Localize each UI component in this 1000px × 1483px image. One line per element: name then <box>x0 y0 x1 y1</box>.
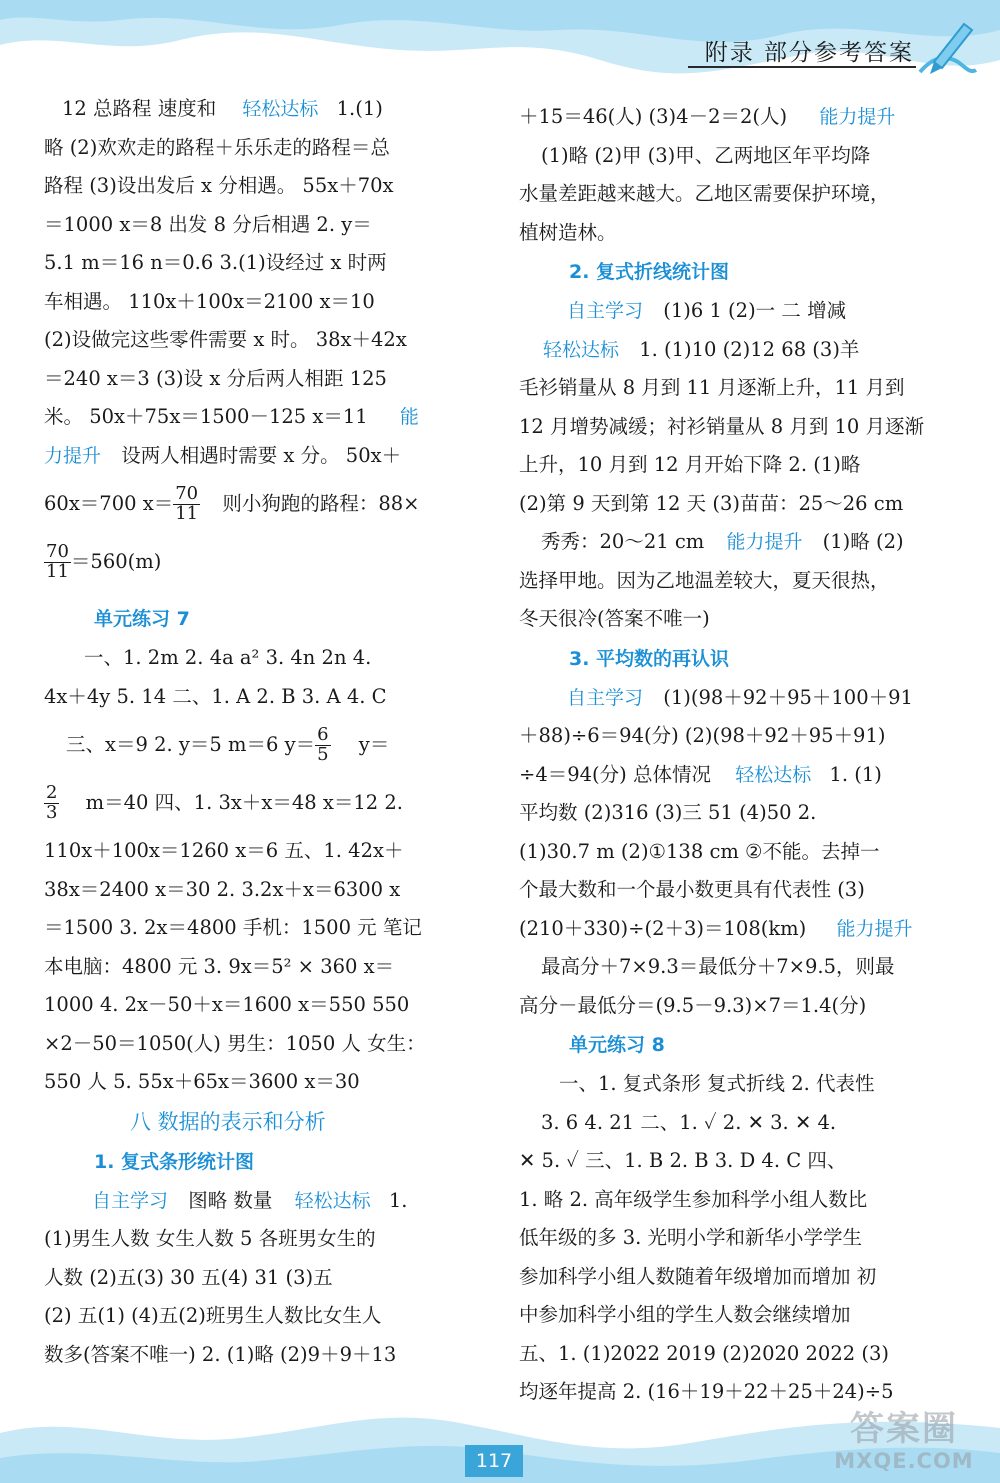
text-line <box>44 533 470 591</box>
text-line <box>519 292 945 331</box>
text-line: 略 (2)欢欢走的路程＋乐乐走的路程＝总 <box>44 135 390 159</box>
text-span: (1)6 1 (2)一 二 增减 <box>663 299 847 322</box>
text-span: (210＋330)÷(2＋3)＝108(km) <box>519 916 807 940</box>
text-line <box>44 1182 470 1221</box>
keyword-label: 轻松达标 <box>242 98 319 120</box>
text-line <box>519 910 945 949</box>
section-heading: 1. 复式条形统计图 <box>94 1150 255 1173</box>
fraction-denominator: 3 <box>46 802 58 823</box>
fraction-numerator: 70 <box>46 541 69 563</box>
text-line: ✕ 5. ✓ 三、1. B 2. B 3. D 4. C 四、 <box>519 1149 847 1172</box>
pencil-icon <box>914 14 980 84</box>
fraction-denominator: 11 <box>46 561 69 582</box>
keyword-label: 自主学习 <box>567 300 644 322</box>
keyword-label: 自主学习 <box>92 1189 169 1212</box>
text-line <box>519 98 945 137</box>
fraction-numerator: 6 <box>317 724 329 746</box>
text-span: 12 总路程 速度和 <box>62 97 217 120</box>
text-line: 路程 (3)设出发后 x 分相遇。 55x＋70x <box>44 174 394 197</box>
text-line: 1000 4. 2x－50＋x＝1600 x＝550 550 <box>44 993 410 1016</box>
text-line: 一、1. 复式条形 复式折线 2. 代表性 <box>559 1072 875 1095</box>
text-span: 秀秀：20～21 cm <box>541 530 705 553</box>
text-line: 一、1. 2m 2. 4a a² 3. 4n 2n 4. <box>84 646 372 669</box>
text-span: 三、x＝9 2. y＝5 m＝6 y＝ <box>66 733 316 756</box>
header-underline <box>688 66 916 68</box>
text-line: 车相遇。 110x＋100x＝2100 x＝10 <box>44 289 375 313</box>
text-line: ×2－50＝1050(人) 男生：1050 人 女生： <box>44 1031 426 1055</box>
page-number: 117 <box>465 1445 523 1477</box>
text-line: 上升，10 月到 12 月开始下降 2. (1)略 <box>519 453 861 476</box>
keyword-label: 轻松达标 <box>294 1189 371 1212</box>
text-line: 平均数 (2)316 (3)三 51 (4)50 2. <box>519 801 817 824</box>
text-line <box>519 679 945 718</box>
text-line: ＝1000 x＝8 出发 8 分后相遇 2. y＝ <box>44 212 372 236</box>
text-line: 4x＋4y 5. 14 二、1. A 2. B 3. A 4. C <box>44 684 387 708</box>
section-heading: 单元练习 7 <box>94 608 190 630</box>
text-span: 米。 50x＋75x＝1500－125 x＝11 <box>44 405 368 428</box>
text-line: 低年级的多 3. 光明小学和新华小学学生 <box>519 1226 863 1249</box>
text-line: (2) 五(1) (4)五(2)班男生人数比女生人 <box>44 1304 382 1327</box>
text-span: 设两人相遇时需要 x 分。 50x＋ <box>121 443 402 467</box>
text-line: 水量差距越来越大。乙地区需要保护环境， <box>519 182 890 205</box>
text-line: 均逐年提高 2. (16＋19＋22＋25＋24)÷5 <box>519 1380 894 1403</box>
text-span: (1)略 (2) <box>822 530 904 553</box>
text-line <box>44 475 470 533</box>
left-column <box>44 90 470 1374</box>
text-line <box>44 774 470 832</box>
keyword-label: 轻松达标 <box>735 763 812 786</box>
text-span: m＝40 四、1. 3x＋x＝48 x＝12 2. <box>85 791 403 814</box>
text-line: 3. 6 4. 21 二、1. ✓ 2. ✕ 3. ✕ 4. <box>541 1110 837 1134</box>
fraction <box>315 726 330 765</box>
text-span: y＝ <box>358 733 390 756</box>
keyword-label: 力提升 <box>44 444 102 467</box>
text-line: 5.1 m＝16 n＝0.6 3.(1)设经过 x 时两 <box>44 251 387 274</box>
text-line: 中参加科学小组的学生人数会继续增加 <box>519 1303 851 1326</box>
section-heading: 单元练习 8 <box>569 1034 665 1056</box>
text-line: ＝1500 3. 2x＝4800 手机：1500 元 笔记 <box>44 916 422 939</box>
text-line: (1)男生人数 女生人数 5 各班男女生的 <box>44 1227 376 1250</box>
section-heading: 2. 复式折线统计图 <box>569 261 730 283</box>
text-span: 则小狗跑的路程：88× <box>222 492 420 515</box>
text-line: 本电脑：4800 元 3. 9x＝5² × 360 x＝ <box>44 954 395 978</box>
text-span: 1. <box>388 1188 408 1212</box>
fraction <box>44 784 59 823</box>
text-line <box>519 523 945 562</box>
right-column <box>519 98 945 1412</box>
text-span: 60x＝700 x＝ <box>44 492 174 515</box>
text-line <box>44 716 470 774</box>
text-line: 数多(答案不唯一) 2. (1)略 (2)9＋9＋13 <box>44 1342 397 1366</box>
text-span: 1.(1) <box>336 97 383 120</box>
text-line: 最高分＋7×9.3＝最低分＋7×9.5，则最 <box>541 955 895 978</box>
watermark-logo <box>814 1409 994 1479</box>
text-span: 图略 数量 <box>188 1188 273 1212</box>
text-span: ＋15＝46(人) (3)4－2＝2(人) <box>519 105 788 128</box>
text-line: ＝240 x＝3 (3)设 x 分后两人相距 125 <box>44 366 387 390</box>
fraction <box>44 543 71 582</box>
fraction-numerator: 70 <box>175 483 199 505</box>
text-line <box>519 756 945 795</box>
text-line <box>44 90 470 129</box>
text-span: (1)(98＋92＋95＋100＋91 <box>663 685 913 709</box>
fraction <box>173 485 200 524</box>
text-line: 选择甲地。因为乙地温差较大，夏天很热， <box>519 568 890 592</box>
text-span: ＝560(m) <box>70 550 162 573</box>
keyword-label: 能力提升 <box>819 106 896 128</box>
text-line: (1)30.7 m (2)①138 cm ②不能。去掉一 <box>519 839 880 863</box>
text-line: 毛衫销量从 8 月到 11 月逐渐上升，11 月到 <box>519 376 905 399</box>
text-span: ÷4＝94(分) 总体情况 <box>519 762 711 786</box>
text-line: (1)略 (2)甲 (3)甲、乙两地区年平均降 <box>541 143 871 167</box>
watermark-text: 答案圈 <box>850 1409 958 1449</box>
text-line: 个最大数和一个最小数更具有代表性 (3) <box>519 878 865 901</box>
text-line <box>44 398 470 437</box>
text-line: 12 月增势减缓；衬衫销量从 8 月到 10 月逐渐 <box>519 414 925 438</box>
text-line: 五、1. (1)2022 2019 (2)2020 2022 (3) <box>519 1341 889 1365</box>
keyword-label: 能力提升 <box>726 531 803 553</box>
text-line: 参加科学小组人数随着年级增加而增加 初 <box>519 1264 877 1288</box>
text-line: (2)设做完这些零件需要 x 时。 38x＋42x <box>44 328 407 351</box>
text-line: 植树造林。 <box>519 220 617 244</box>
chapter-heading: 八 数据的表示和分析 <box>130 1109 326 1134</box>
watermark-url: MXQE.COM <box>834 1449 974 1473</box>
keyword-label: 轻松达标 <box>543 338 620 361</box>
fraction-denominator: 5 <box>317 744 329 765</box>
keyword-label: 能 <box>399 406 419 428</box>
section-heading: 3. 平均数的再认识 <box>569 647 730 670</box>
text-line: 38x＝2400 x＝30 2. 3.2x＋x＝6300 x <box>44 877 401 901</box>
text-line: 1. 略 2. 高年级学生参加科学小组人数比 <box>519 1187 868 1211</box>
text-line: ＋88)÷6＝94(分) (2)(98＋92＋95＋91) <box>519 724 886 747</box>
keyword-label: 能力提升 <box>836 917 913 940</box>
text-line <box>519 331 945 370</box>
fraction-numerator: 2 <box>46 782 58 804</box>
text-line: 高分－最低分＝(9.5－9.3)×7＝1.4(分) <box>519 993 867 1017</box>
text-span: 1. (1)10 (2)12 68 (3)羊 <box>639 337 860 361</box>
text-line: 550 人 5. 55x＋65x＝3600 x＝30 <box>44 1070 360 1093</box>
text-line: (2)第 9 天到第 12 天 (3)苗苗：25～26 cm <box>519 491 904 515</box>
fraction-denominator: 11 <box>175 503 199 524</box>
keyword-label: 自主学习 <box>567 686 644 709</box>
header-title: 附录 部分参考答案 <box>704 40 914 66</box>
text-line <box>44 437 470 476</box>
text-line: 冬天很冷(答案不唯一) <box>519 607 710 630</box>
text-line: 人数 (2)五(3) 30 五(4) 31 (3)五 <box>44 1265 333 1289</box>
text-line: 110x＋100x＝1260 x＝6 五、1. 42x＋ <box>44 839 404 862</box>
text-span: 1. (1) <box>829 762 882 786</box>
